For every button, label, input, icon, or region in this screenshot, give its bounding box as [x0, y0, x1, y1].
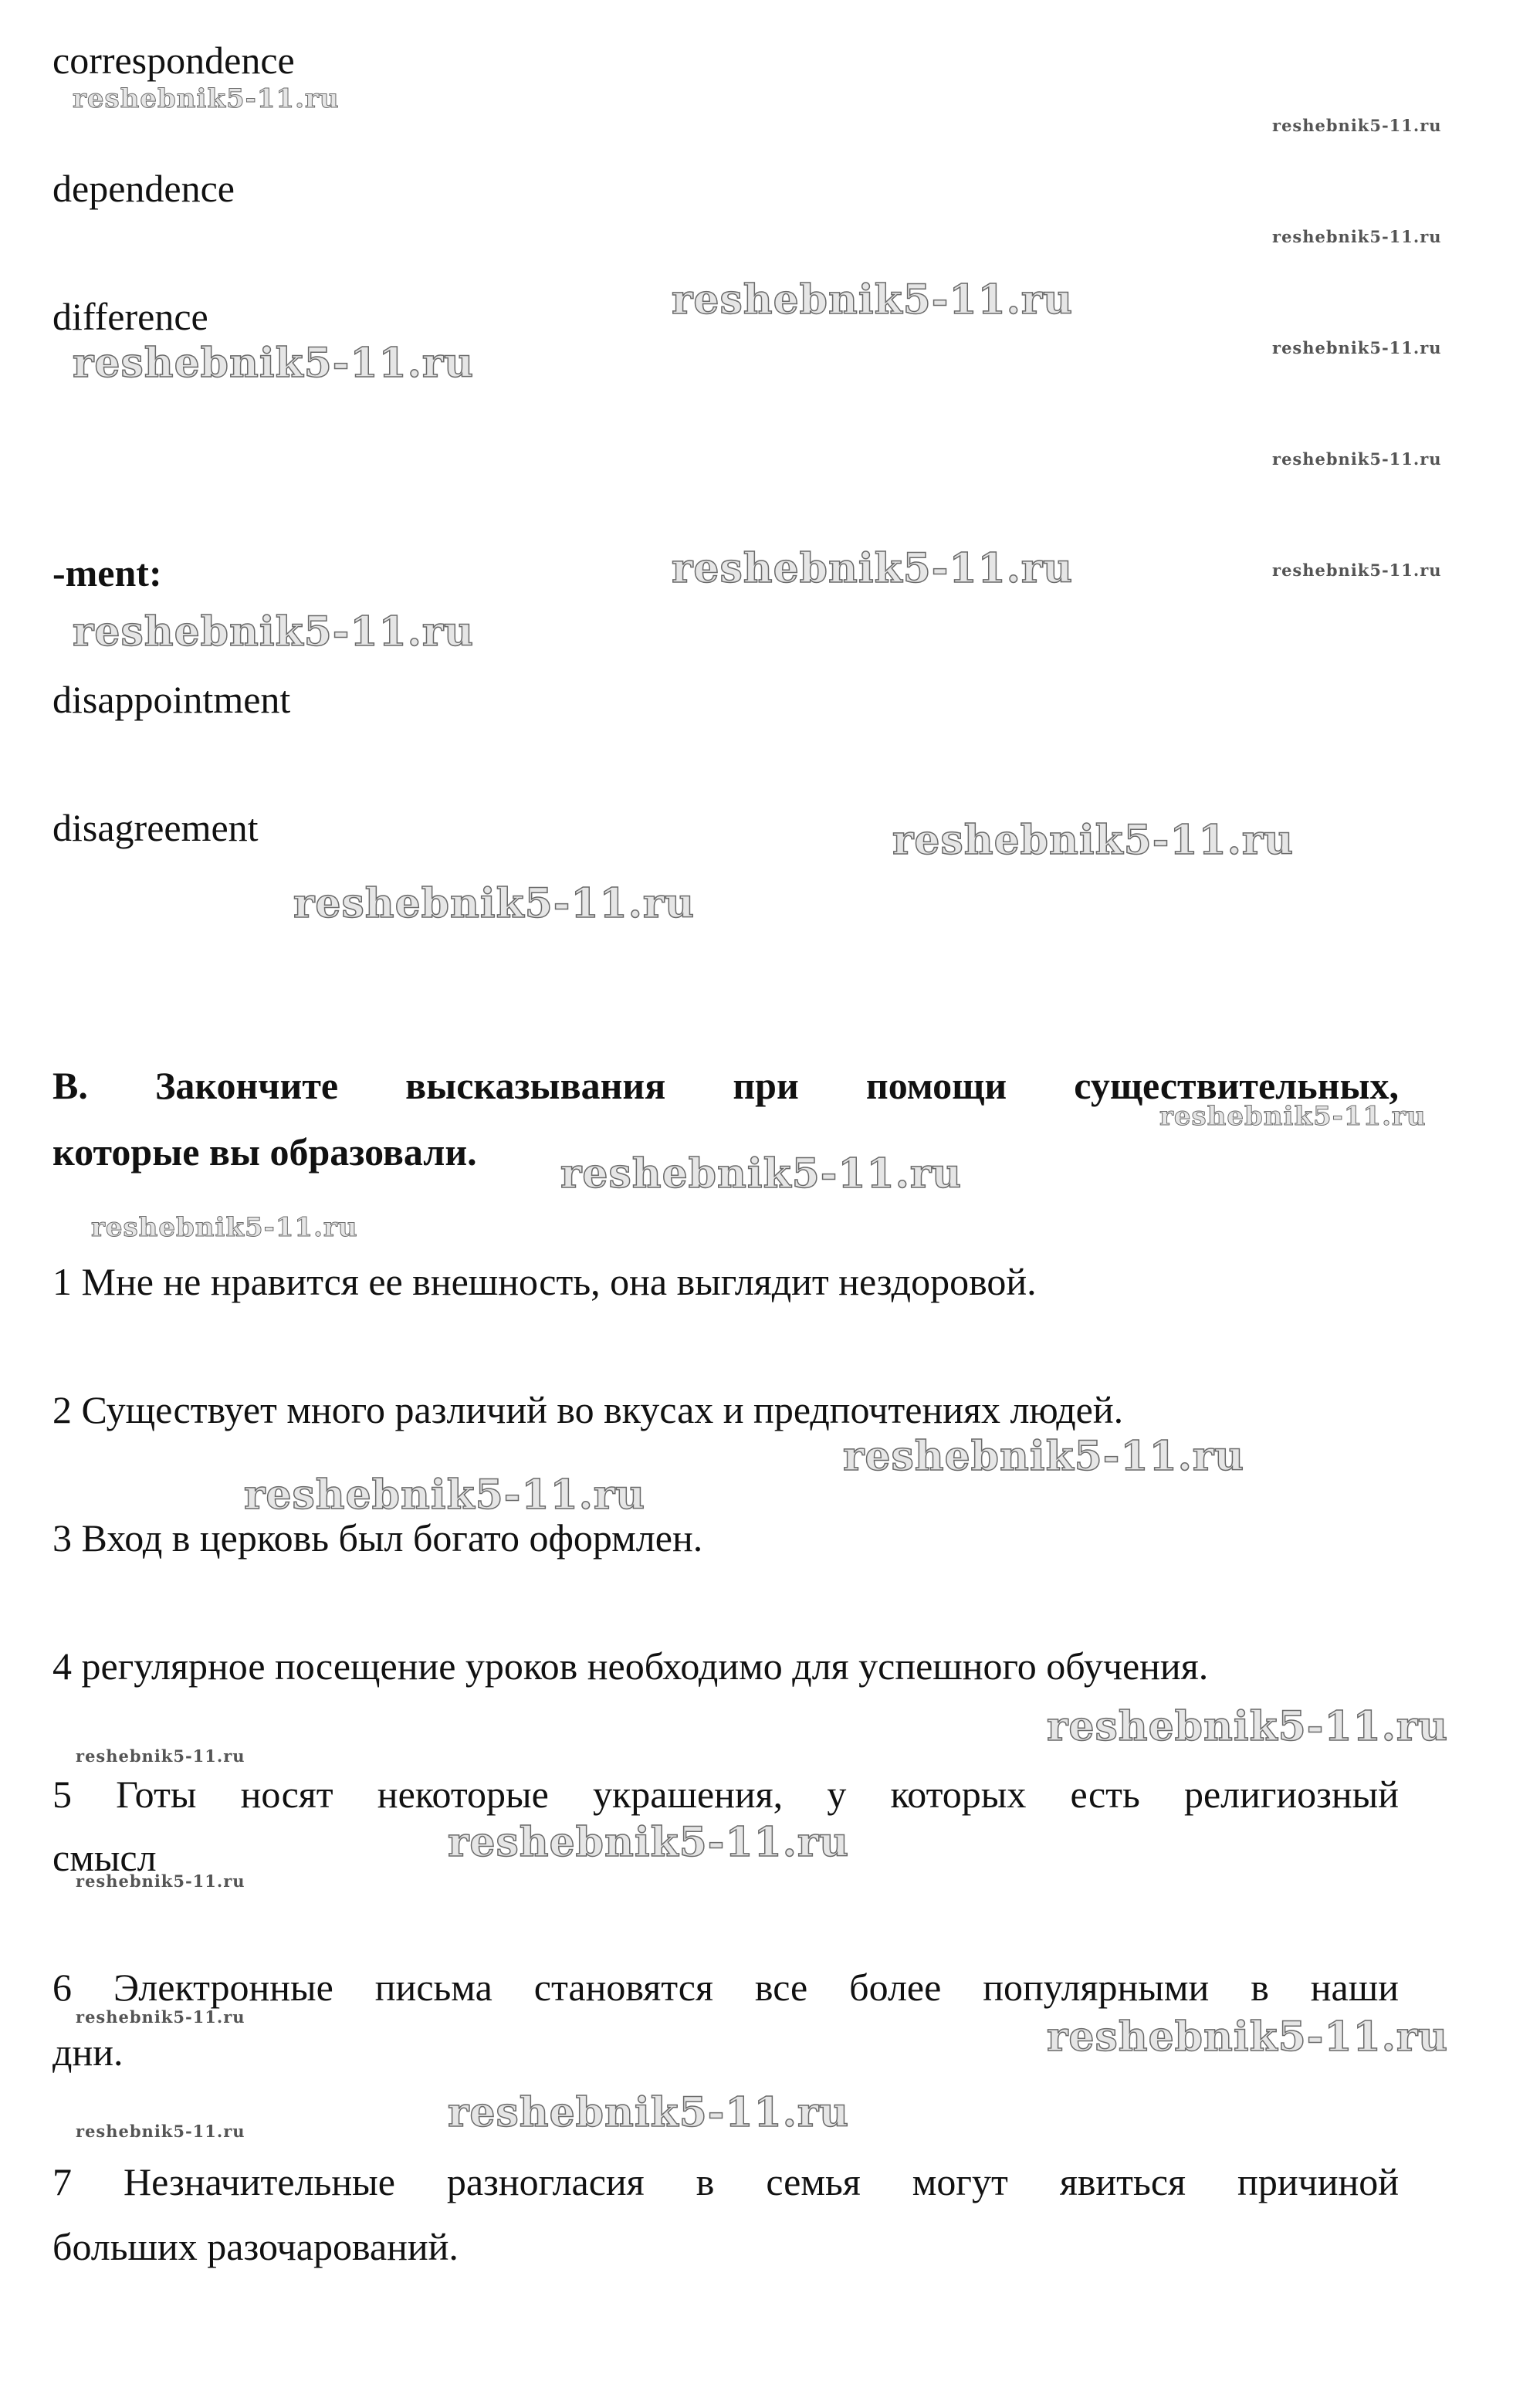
watermark: reshebnik5-11.ru	[448, 2089, 850, 2136]
word-disappointment: disappointment	[52, 678, 291, 721]
watermark: reshebnik5-11.ru	[1272, 561, 1442, 580]
sentence-1: 1 Мне не нравится ее внешность, она выглядит нездоровой.	[52, 1260, 1037, 1303]
watermark: reshebnik5-11.ru	[76, 1871, 245, 1891]
sentence-7-line2: больших разочарований.	[52, 2225, 459, 2268]
watermark: reshebnik5-11.ru	[244, 1472, 646, 1519]
word-dependence: dependence	[52, 167, 235, 210]
watermark: reshebnik5-11.ru	[672, 545, 1074, 592]
watermark: reshebnik5-11.ru	[1047, 1703, 1449, 1750]
watermark: reshebnik5-11.ru	[73, 83, 340, 114]
watermark: reshebnik5-11.ru	[76, 2007, 245, 2027]
sentence-5-line2: смысл	[52, 1836, 157, 1879]
watermark: reshebnik5-11.ru	[843, 1433, 1245, 1480]
word-correspondence: correspondence	[52, 39, 295, 82]
task-b-heading-line2: которые вы образовали.	[52, 1130, 477, 1174]
sentence-6-line2: дни.	[52, 2030, 124, 2074]
watermark: reshebnik5-11.ru	[76, 2122, 245, 2141]
sentence-6-line1: 6 Электронные письма становятся все более популярными в наши	[52, 1966, 1399, 2009]
watermark: reshebnik5-11.ru	[672, 276, 1074, 323]
watermark: reshebnik5-11.ru	[892, 817, 1295, 864]
watermark: reshebnik5-11.ru	[448, 1819, 850, 1866]
watermark: reshebnik5-11.ru	[1272, 338, 1442, 357]
word-disagreement: disagreement	[52, 806, 259, 849]
task-b-heading-line1: B. Закончите высказывания при помощи существительных,	[52, 1064, 1399, 1107]
watermark: reshebnik5-11.ru	[73, 608, 475, 655]
watermark: reshebnik5-11.ru	[73, 340, 475, 387]
sentence-3: 3 Вход в церковь был богато оформлен.	[52, 1516, 703, 1560]
sentence-4: 4 регулярное посещение уроков необходимо для успешного обучения.	[52, 1644, 1209, 1688]
watermark: reshebnik5-11.ru	[1272, 449, 1442, 469]
watermark: reshebnik5-11.ru	[1272, 227, 1442, 246]
watermark: reshebnik5-11.ru	[1159, 1101, 1427, 1132]
sentence-2: 2 Существует много различий во вкусах и предпочтениях людей.	[52, 1388, 1124, 1431]
watermark: reshebnik5-11.ru	[293, 880, 696, 927]
sentence-7-line1: 7 Незначительные разногласия в семья могут явиться причиной	[52, 2160, 1399, 2203]
watermark: reshebnik5-11.ru	[560, 1150, 963, 1197]
ment-heading: -ment:	[52, 551, 162, 594]
sentence-5-line1: 5 Готы носят некоторые украшения, у которых есть религиозный	[52, 1773, 1399, 1816]
watermark: reshebnik5-11.ru	[1272, 116, 1442, 135]
word-difference: difference	[52, 295, 208, 338]
watermark: reshebnik5-11.ru	[76, 1746, 245, 1766]
watermark: reshebnik5-11.ru	[91, 1212, 358, 1243]
watermark: reshebnik5-11.ru	[1047, 2013, 1449, 2061]
